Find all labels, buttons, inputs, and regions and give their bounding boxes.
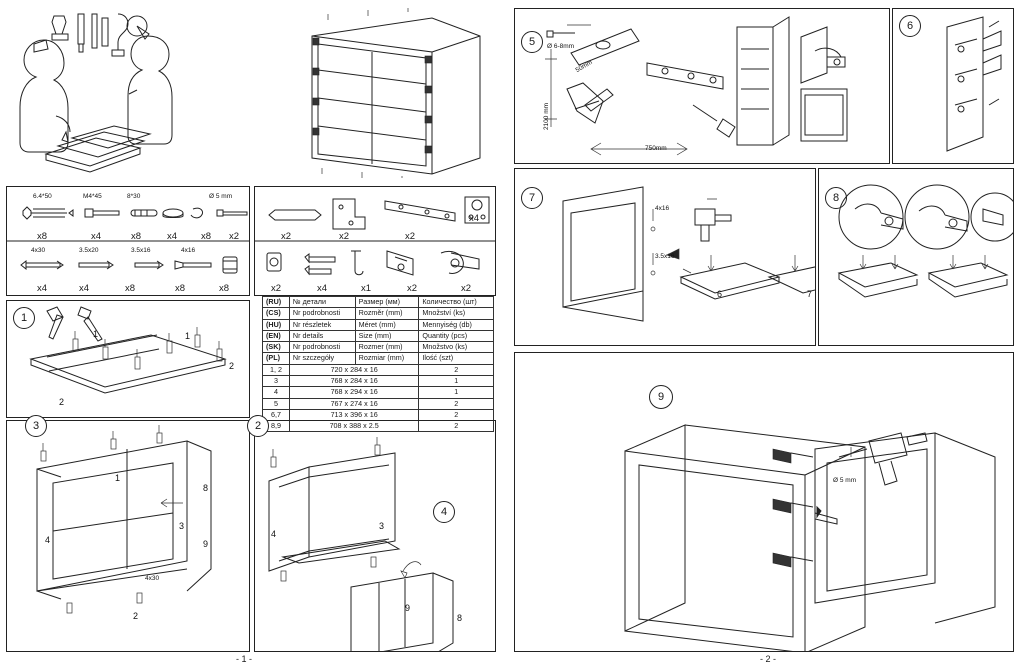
- dimension-label: 50mm: [574, 58, 594, 75]
- part-callout: 1: [115, 473, 121, 483]
- col-header: Nr részletek: [289, 319, 355, 330]
- lang-code: (SK): [263, 342, 290, 353]
- step-number: 9: [649, 385, 673, 409]
- lang-code: (PL): [263, 353, 290, 364]
- col-header: Rozmiar (mm): [355, 353, 419, 364]
- part-size: 720 x 284 x 16: [289, 364, 418, 375]
- col-header: Mennyiség (db): [419, 319, 494, 330]
- table-row: [263, 387, 494, 398]
- part-callout: 8: [203, 483, 209, 493]
- screw-spec: 3.5x16: [655, 253, 675, 260]
- hardware-qty: x4: [167, 231, 178, 242]
- step-number: 6: [899, 15, 921, 37]
- illustration-cabinet-assembled: [282, 8, 492, 178]
- hardware-qty: x4: [91, 231, 102, 242]
- step-8-panel: [818, 168, 1014, 346]
- hardware-qty: x8: [37, 231, 48, 242]
- lang-code: (RU): [263, 297, 290, 308]
- part-callout: 7: [807, 289, 813, 299]
- hardware-code: 3.5x16: [131, 247, 151, 254]
- table-row: [263, 342, 494, 353]
- table-row: [263, 308, 494, 319]
- part-callout: 8: [457, 613, 463, 623]
- part-size: 708 x 388 x 2.5: [289, 421, 418, 432]
- step-5-panel: [514, 8, 890, 164]
- step-number: 2: [247, 415, 269, 437]
- col-header: Nr szczegóły: [289, 353, 355, 364]
- part-callout: 1: [93, 329, 99, 339]
- col-header: № детали: [289, 297, 355, 308]
- step-2-panel: [254, 420, 496, 652]
- page-number-left: - 1 -: [236, 654, 253, 664]
- col-header: Méret (mm): [355, 319, 419, 330]
- screw-spec: 4x16: [655, 205, 670, 212]
- hardware-qty: x4: [37, 283, 48, 294]
- part-size: 767 x 274 x 16: [289, 398, 418, 409]
- drill-spec: Ø 5 mm: [833, 477, 857, 484]
- part-qty: 2: [419, 409, 494, 420]
- part-qty: 1: [419, 387, 494, 398]
- hardware-qty: x2: [271, 283, 282, 294]
- step-number: 3: [25, 415, 47, 437]
- illustration-people-tools: [6, 6, 256, 181]
- hardware-qty: x2: [461, 283, 472, 294]
- table-row: [263, 330, 494, 341]
- part-qty: 2: [419, 364, 494, 375]
- part-callout: 4: [45, 535, 51, 545]
- hardware-code: 4x30: [31, 247, 46, 254]
- hardware-list-brackets: [254, 186, 496, 296]
- part-nr: 5: [263, 398, 290, 409]
- col-header: Množství (ks): [419, 308, 494, 319]
- part-nr: 4: [263, 387, 290, 398]
- step-3-panel: [6, 420, 250, 652]
- col-header: Size (mm): [355, 330, 419, 341]
- col-header: Rozmer (mm): [355, 342, 419, 353]
- col-header: Nr podrobnosti: [289, 342, 355, 353]
- screw-spec: 4x30: [145, 575, 160, 582]
- dimension-label: 750mm: [645, 145, 667, 152]
- col-header: Rozměr (mm): [355, 308, 419, 319]
- hardware-qty: x8: [201, 231, 212, 242]
- table-row: [263, 364, 494, 375]
- hardware-code: 6.4*50: [33, 193, 52, 200]
- parts-table: [262, 296, 494, 432]
- col-header: Размер (мм): [355, 297, 419, 308]
- hardware-qty: x8: [175, 283, 186, 294]
- hardware-qty: x1: [361, 283, 372, 294]
- step-9-panel: [514, 352, 1014, 652]
- step-number: 5: [521, 31, 543, 53]
- part-qty: 1: [419, 375, 494, 386]
- step-number: 4: [433, 501, 455, 523]
- hardware-code: 8*30: [127, 193, 141, 200]
- hardware-qty: x2: [405, 231, 416, 242]
- hardware-qty: x2: [281, 231, 292, 242]
- lang-code: (CS): [263, 308, 290, 319]
- part-nr: 1, 2: [263, 364, 290, 375]
- hardware-qty: x2: [229, 231, 240, 242]
- part-callout: 2: [133, 611, 139, 621]
- hardware-qty: x2: [407, 283, 418, 294]
- table-row: [263, 319, 494, 330]
- col-header: Количество (шт): [419, 297, 494, 308]
- hardware-code: 4x16: [181, 247, 196, 254]
- table-row: [263, 375, 494, 386]
- part-size: 768 x 294 x 16: [289, 387, 418, 398]
- part-callout: 1: [185, 331, 191, 341]
- table-row: [263, 353, 494, 364]
- step-7-panel: [514, 168, 816, 346]
- part-qty: 2: [419, 398, 494, 409]
- part-callout: 9: [203, 539, 209, 549]
- hardware-qty: x4: [317, 283, 328, 294]
- col-header: Množstvo (ks): [419, 342, 494, 353]
- dimension-label: 2100 mm: [543, 102, 551, 131]
- part-nr: 3: [263, 375, 290, 386]
- part-callout: 9: [405, 603, 411, 613]
- part-callout: 2: [229, 361, 235, 371]
- table-row: [263, 297, 494, 308]
- table-row: [263, 398, 494, 409]
- part-size: 713 x 396 x 16: [289, 409, 418, 420]
- hardware-qty: x8: [125, 283, 136, 294]
- step-number: 7: [521, 187, 543, 209]
- lang-code: (HU): [263, 319, 290, 330]
- hardware-qty: x8: [219, 283, 230, 294]
- dimension-label: Ø 6-8mm: [547, 43, 575, 50]
- col-header: Nr details: [289, 330, 355, 341]
- part-callout: 3: [179, 521, 185, 531]
- hardware-code: 3.5x20: [79, 247, 99, 254]
- part-callout: 3: [379, 521, 385, 531]
- step-number: 8: [825, 187, 847, 209]
- part-callout: 2: [59, 397, 65, 407]
- hardware-qty: x8: [131, 231, 142, 242]
- step-1-panel: [6, 300, 250, 418]
- step-6-panel: [892, 8, 1014, 164]
- table-row: [263, 409, 494, 420]
- hardware-list-fasteners: [6, 186, 250, 296]
- page-number-right: - 2 -: [760, 654, 777, 664]
- col-header: Ilość (szt): [419, 353, 494, 364]
- part-nr: 8,9: [263, 421, 290, 432]
- lang-code: (EN): [263, 330, 290, 341]
- hardware-code: M4*45: [83, 193, 102, 200]
- part-nr: 6,7: [263, 409, 290, 420]
- part-size: 768 x 284 x 16: [289, 375, 418, 386]
- col-header: Nr podrobnosti: [289, 308, 355, 319]
- step-number: 1: [13, 307, 35, 329]
- hardware-qty: x4: [469, 213, 480, 224]
- part-callout: 6: [717, 289, 723, 299]
- part-qty: 2: [419, 421, 494, 432]
- part-callout: 4: [271, 529, 277, 539]
- hardware-qty: x2: [339, 231, 350, 242]
- hardware-code: Ø 5 mm: [209, 193, 233, 200]
- col-header: Quantity (pcs): [419, 330, 494, 341]
- hardware-qty: x4: [79, 283, 90, 294]
